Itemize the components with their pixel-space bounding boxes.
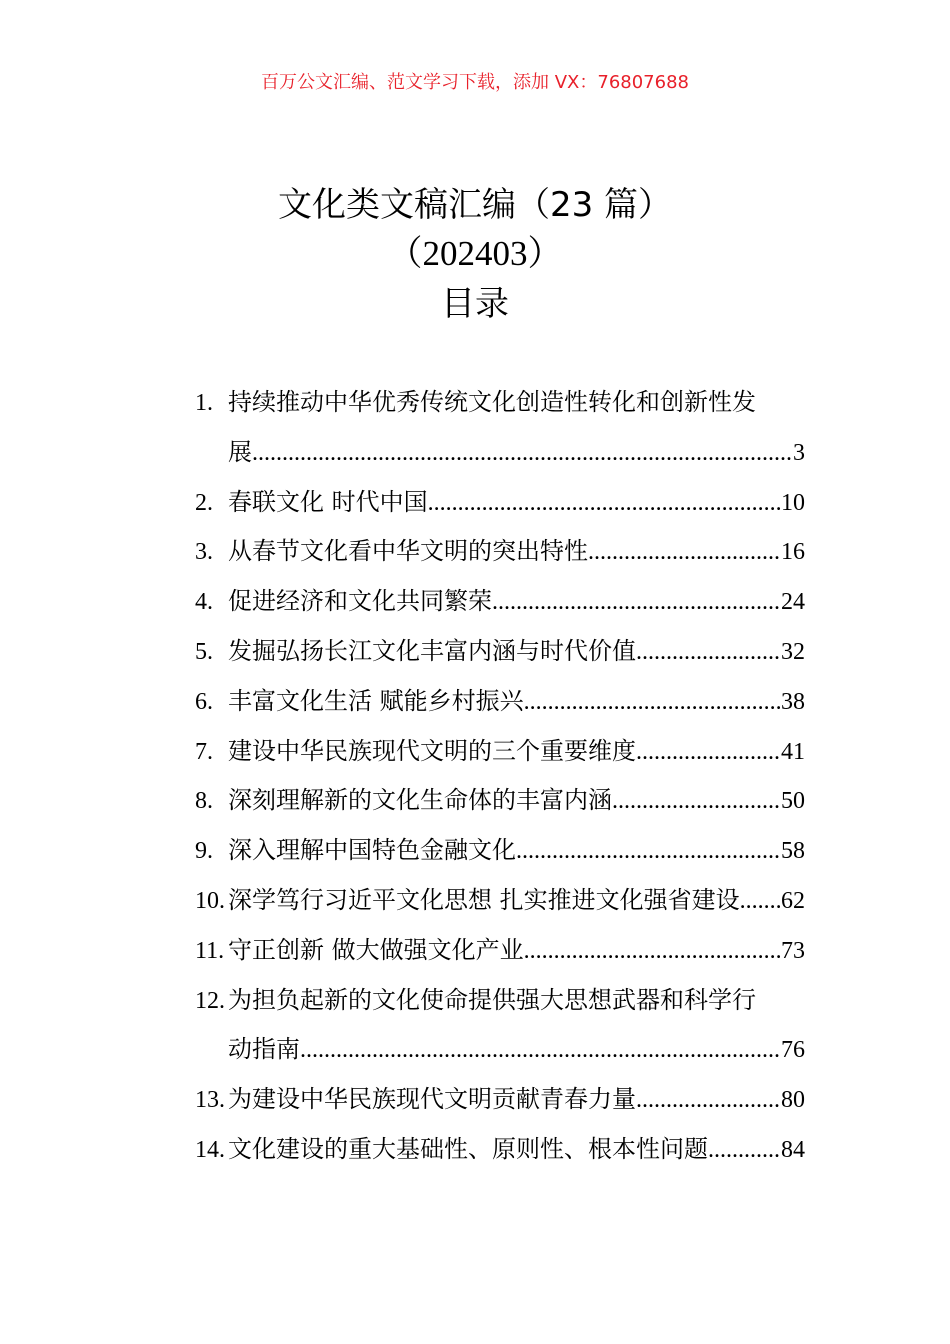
toc-entry-page: 24	[781, 589, 805, 616]
toc-entry-number: 9.	[195, 838, 213, 865]
dot-leader	[588, 528, 781, 578]
toc-entry-number: 6.	[195, 688, 213, 715]
toc-entry-title: 从春节文化看中华文明的突出特性	[228, 537, 588, 566]
dot-leader	[708, 1126, 781, 1176]
dot-leader	[740, 877, 781, 927]
table-of-contents	[195, 378, 805, 1175]
toc-entry-page: 10	[781, 489, 805, 516]
dot-leader	[516, 827, 781, 877]
watermark-banner: 百万公文汇编、范文学习下载，添加 VX：76807688	[261, 72, 689, 93]
toc-entry-number: 12.	[195, 987, 225, 1014]
toc-entry-title: 建设中华民族现代文明的三个重要维度	[228, 736, 636, 765]
toc-entry-title-cont: 展	[228, 437, 252, 466]
dot-leader	[636, 628, 781, 678]
toc-entry-title-cont: 动指南	[228, 1035, 300, 1064]
toc-entry[interactable]	[195, 727, 805, 777]
toc-entry-page: 58	[781, 838, 805, 865]
toc-entry-page: 84	[781, 1136, 805, 1163]
toc-entry-title: 守正创新 做大做强文化产业	[228, 935, 524, 964]
toc-entry-title: 深学笃行习近平文化思想 扎实推进文化强省建设	[228, 885, 740, 914]
toc-entry-continuation[interactable]	[195, 1025, 805, 1075]
dot-leader	[524, 927, 781, 977]
toc-entry[interactable]	[195, 627, 805, 677]
document-title: 文化类文稿汇编（23 篇）	[277, 185, 673, 225]
toc-heading: 目录	[441, 284, 509, 324]
toc-entry[interactable]	[195, 826, 805, 876]
dot-leader	[636, 1076, 781, 1126]
toc-entry-number: 14.	[195, 1136, 225, 1163]
toc-entry-title: 促进经济和文化共同繁荣	[228, 587, 492, 616]
toc-entry-title: 持续推动中华优秀传统文化创造性转化和创新性发	[228, 388, 756, 416]
toc-entry-title: 深刻理解新的文化生命体的丰富内涵	[228, 786, 612, 815]
toc-entry-continuation[interactable]	[195, 428, 805, 478]
toc-entry-title: 文化建设的重大基础性、原则性、根本性问题	[228, 1134, 708, 1163]
toc-entry[interactable]	[195, 876, 805, 926]
toc-entry-number: 2.	[195, 489, 213, 516]
toc-entry-page: 41	[781, 738, 805, 765]
toc-entry-title: 发掘弘扬长江文化丰富内涵与时代价值	[228, 636, 636, 665]
toc-entry[interactable]	[195, 976, 805, 1026]
toc-entry-number: 10.	[195, 887, 225, 914]
toc-entry-number: 1.	[195, 390, 213, 416]
toc-entry-title: 为建设中华民族现代文明贡献青春力量	[228, 1085, 636, 1114]
toc-entry[interactable]	[195, 1075, 805, 1125]
toc-entry[interactable]	[195, 378, 805, 428]
toc-entry-page: 38	[781, 688, 805, 715]
toc-entry-page: 76	[781, 1037, 805, 1064]
toc-entry-number: 5.	[195, 638, 213, 665]
toc-entry[interactable]	[195, 677, 805, 727]
toc-entry-title: 春联文化 时代中国	[228, 487, 428, 516]
toc-entry-page: 73	[781, 937, 805, 964]
toc-entry[interactable]	[195, 1125, 805, 1175]
toc-entry-page: 16	[781, 539, 805, 566]
toc-entry[interactable]	[195, 926, 805, 976]
toc-entry[interactable]	[195, 776, 805, 826]
toc-entry[interactable]	[195, 527, 805, 577]
dot-leader	[524, 678, 781, 728]
document-date: （202403）	[387, 234, 563, 273]
toc-entry-page: 32	[781, 638, 805, 665]
toc-entry[interactable]	[195, 577, 805, 627]
toc-entry-number: 4.	[195, 589, 213, 616]
toc-entry-page: 3	[793, 439, 805, 466]
toc-entry-number: 3.	[195, 539, 213, 566]
toc-entry-page: 62	[781, 887, 805, 914]
toc-entry-title: 深入理解中国特色金融文化	[228, 836, 516, 865]
dot-leader	[252, 429, 793, 479]
toc-entry-number: 7.	[195, 738, 213, 765]
toc-entry-title: 为担负起新的文化使命提供强大思想武器和科学行	[228, 985, 756, 1014]
toc-entry-page: 80	[781, 1087, 805, 1114]
toc-entry-page: 50	[781, 788, 805, 815]
toc-entry[interactable]	[195, 478, 805, 528]
dot-leader	[300, 1026, 781, 1076]
dot-leader	[492, 578, 781, 628]
toc-entry-number: 13.	[195, 1087, 225, 1114]
dot-leader	[428, 479, 781, 529]
toc-entry-number: 8.	[195, 788, 213, 815]
dot-leader	[612, 777, 781, 827]
toc-entry-title: 丰富文化生活 赋能乡村振兴	[228, 686, 524, 715]
toc-entry-number: 11.	[195, 937, 225, 964]
dot-leader	[636, 728, 781, 778]
